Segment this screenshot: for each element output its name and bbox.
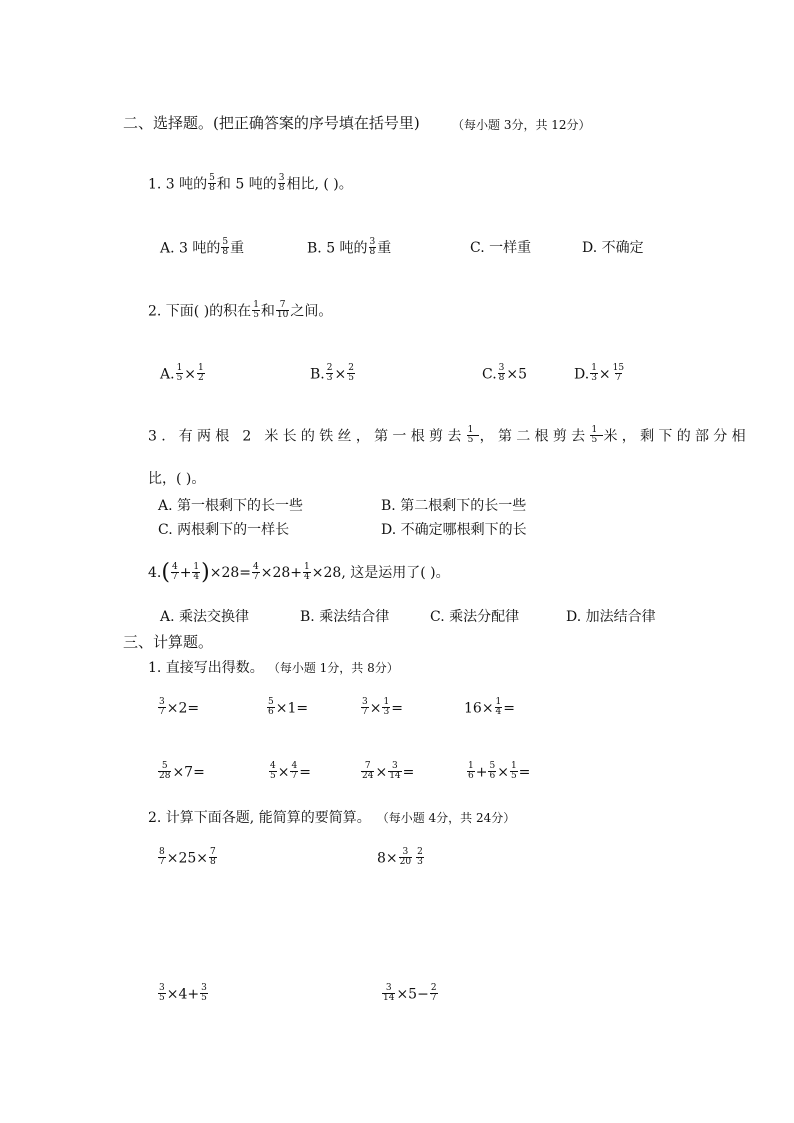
fraction: $\frac{3}{7}$ [159,697,165,717]
fraction: $\frac{3}{8}$ [278,173,285,193]
fraction: $\frac{3}{8}$ [369,237,376,257]
q1-option-d: D. 不确定 [582,240,644,256]
calc-item: 16× $\frac{1}{4}$ = [464,697,516,717]
q4-option-a: A. 乘法交换律 [160,609,250,625]
part2-score: （每小题 4分，共 24分） [382,811,516,825]
part1-title: 1. 直接写出得数。 （每小题 1分，共 8分） [148,660,399,676]
fraction: $\frac{1}{5}$ [510,761,517,781]
calc-item: $\frac{5}{28}$ ×7= [159,761,205,781]
calc-item: $\frac{4}{5}$ × $\frac{4}{7}$ = [270,761,311,781]
fraction: $\frac{1}{5}$ [176,363,183,383]
calc-item: $\frac{5}{6}$ ×1= [268,697,309,717]
q1-option-a: A. 3 吨的 $\frac{5}{8}$ 重 [160,237,245,257]
question-3-line2: 比，( )。 [148,471,206,487]
fraction: $\frac{3}{14}$ [389,761,401,781]
fraction: $\frac{7}{24}$ [362,761,374,781]
calc-item: $\frac{7}{24}$ × $\frac{3}{14}$ = [362,761,415,781]
fraction: $\frac{3}{20}$ [399,847,412,867]
fraction: $\frac{1}{5}$ [253,300,259,320]
fraction: $\frac{2}{3}$ [326,363,333,383]
fraction: $\frac{1}{4}$ [193,561,200,582]
fraction: $\frac{3}{8}$ [498,363,505,383]
question-2: 2. 下面( )的积在 $\frac{1}{5}$ 和 $\frac{7}{10}$ 之间。 [148,300,333,320]
fraction: $\frac{3}{7}$ [362,697,368,717]
part1-score: （每小题 1分，共 8分） [273,661,399,675]
calc-item: $\frac{3}{7}$ × $\frac{1}{3}$ = [362,697,403,717]
q3-option-a: A. 第一根剩下的长一些 [158,498,304,514]
calc-expression-1: $\frac{8}{7}$ ×25× $\frac{7}{8}$ [159,847,216,867]
fraction: $\frac{7}{8}$ [210,847,216,867]
fraction: $\frac{1}{2}$ [198,363,204,383]
fraction: $\frac{3}{14}$ [383,983,395,1003]
fraction: $\frac{8}{7}$ [159,847,165,867]
fraction: $\frac{1}{5}$ [467,425,478,445]
fraction: $\frac{2}{7}$ [430,983,437,1003]
calc-expression-4: $\frac{3}{14}$ ×5− $\frac{2}{7}$ [383,983,437,1003]
part2-title: 2. 计算下面各题, 能简算的要简算。 （每小题 4分，共 24分） [148,810,516,826]
fraction: $\frac{5}{6}$ [489,761,496,781]
fraction: $\frac{5}{8}$ [209,173,215,193]
calc-item: $\frac{3}{7}$ ×2= [159,697,200,717]
fraction: $\frac{3}{5}$ [201,983,207,1003]
calc-expression-2: 8× $\frac{3}{20}$ $\frac{2}{3}$ [377,847,423,867]
fraction: $\frac{4}{5}$ [270,761,276,781]
fraction: $\frac{1}{5}$ [591,425,602,445]
fraction: $\frac{5}{28}$ [159,761,171,781]
fraction: $\frac{3}{5}$ [159,983,165,1003]
q4-option-d: D. 加法结合律 [566,609,656,625]
section3-title: 三、计算题。 [123,633,214,651]
q2-option-b: B. $\frac{2}{3}$ × $\frac{2}{5}$ [310,363,354,383]
fraction: $\frac{1}{3}$ [383,697,390,717]
q3-option-c: C. 两根剩下的一样长 [158,522,290,538]
q4-option-c: C. 乘法分配律 [430,609,520,625]
fraction: $\frac{1}{3}$ [591,363,597,383]
fraction: $\frac{15}{7}$ [612,363,625,383]
section2-score: （每小题 3分，共 12分） [452,118,591,132]
calc-item: $\frac{1}{6}$ + $\frac{5}{6}$ × $\frac{1}{5}$ = [468,761,531,781]
fraction: $\frac{7}{10}$ [276,300,289,320]
q2-option-d: D. $\frac{1}{3}$ × $\frac{15}{7}$ [574,363,625,383]
fraction: $\frac{1}{4}$ [304,561,310,582]
section2-title: 二、选择题。(把正确答案的序号填在括号里) [123,114,420,132]
q3-option-d: D. 不确定哪根剩下的长 [381,522,527,538]
question-4: 4.( $\frac{4}{7}$ + $\frac{1}{4}$ )×28= $\frac{4}{7}$ ×28+ $\frac{1}{4}$ ×28, 这是运用了( )。 [148,560,450,585]
fraction: $\frac{1}{4}$ [495,697,502,717]
question-3: 3. 有两根 2 米长的铁丝，第一根剪去 $\frac{1}{5}$ ，第二根剪去 $\frac{1}{5}$ 米，剩下的部分相 [148,425,750,445]
fraction: $\frac{4}{7}$ [291,761,298,781]
fraction: $\frac{4}{7}$ [253,561,259,582]
fraction: $\frac{4}{7}$ [171,561,178,582]
fraction: $\frac{2}{3}$ [417,847,423,867]
fraction: $\frac{5}{8}$ [222,237,229,257]
fraction: $\frac{2}{5}$ [348,363,354,383]
q2-option-c: C. $\frac{3}{8}$ ×5 [482,363,528,383]
q2-option-a: A. $\frac{1}{5}$ × $\frac{1}{2}$ [160,363,204,383]
question-1: 1. 3 吨的 $\frac{5}{8}$ 和 5 吨的 $\frac{3}{8}$ 相比, ( )。 [148,173,353,193]
fraction: $\frac{5}{6}$ [268,697,274,717]
q1-option-b: B. 5 吨的 $\frac{3}{8}$ 重 [307,237,392,257]
q4-option-b: B. 乘法结合律 [300,609,390,625]
fraction: $\frac{1}{6}$ [468,761,474,781]
q3-option-b: B. 第二根剩下的长一些 [381,498,527,514]
q1-option-c: C. 一样重 [470,240,532,256]
calc-expression-3: $\frac{3}{5}$ ×4+ $\frac{3}{5}$ [159,983,207,1003]
